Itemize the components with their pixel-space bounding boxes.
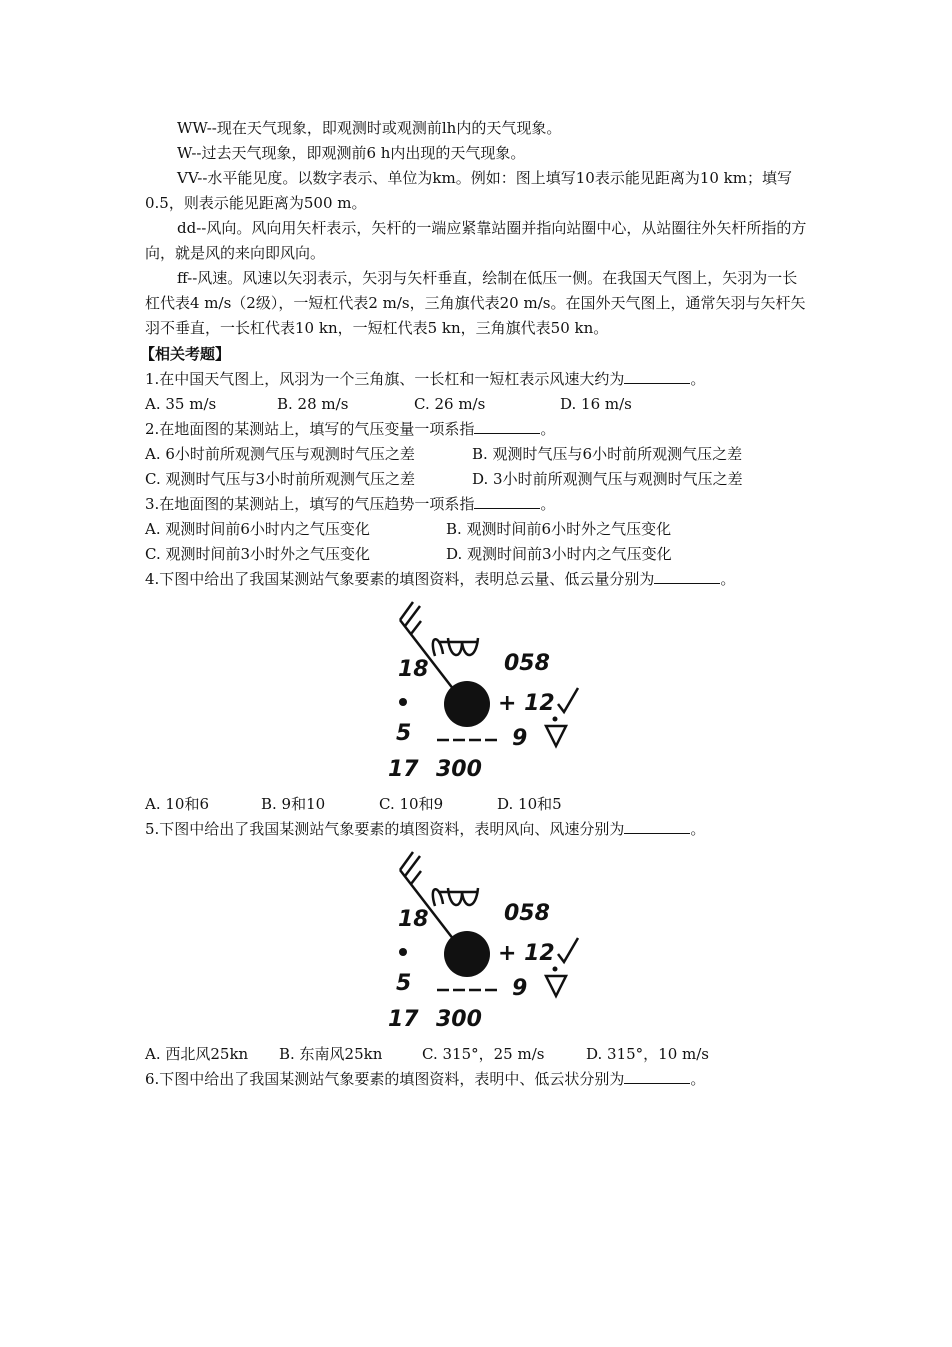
- option-d[interactable]: D. 3小时前所观测气压与观测时气压之差: [472, 470, 743, 488]
- shower-triangle-icon: [546, 726, 566, 746]
- question-5-stem: 5.下图中给出了我国某测站气象要素的填图资料，表明风向、风速分别为 。: [145, 820, 706, 838]
- wind-barb-short: [411, 871, 421, 884]
- low-cloud-amount-value: 9: [512, 726, 528, 751]
- option-b[interactable]: B. 观测时气压与6小时前所观测气压之差: [472, 445, 743, 463]
- option-c[interactable]: C. 观测时间前3小时外之气压变化: [145, 545, 371, 563]
- option-c[interactable]: C. 观测时气压与3小时前所观测气压之差: [145, 470, 416, 488]
- dew-point-value: 5: [396, 971, 412, 996]
- station-circle: [444, 931, 490, 977]
- pressure-tendency-icon: [558, 938, 578, 962]
- station-circle: [444, 681, 490, 727]
- question-4-options: [145, 792, 562, 817]
- temperature-value: 18: [398, 657, 429, 682]
- temperature-value: 18: [398, 907, 429, 932]
- dew-point-value: 5: [396, 721, 412, 746]
- answer-blank[interactable]: [624, 1069, 690, 1084]
- answer-blank[interactable]: [624, 819, 690, 834]
- section-heading: 【相关考题】: [140, 345, 231, 363]
- shower-dot-icon: [553, 967, 558, 972]
- definition-ff: ff--风速。风速以矢羽表示，矢羽与矢杆垂直，绘制在低压一侧。在我国天气图上，矢羽为一长杠代表4 m/s（2级），一短杠代表2 m/s，三角旗代表20 m/s。在国外天气图上，通常矢羽与矢杆矢羽不垂直，一长杠代表10 kn，一短杠代表5 kn，三角旗代表50 kn。: [145, 269, 806, 337]
- weather-symbol-icon: [433, 888, 478, 906]
- answer-blank[interactable]: [654, 569, 720, 584]
- dew-point-2-value: 17: [388, 1007, 419, 1032]
- weather-symbol-icon: [433, 638, 478, 656]
- question-1-stem: 1.在中国天气图上，风羽为一个三角旗、一长杠和一短杠表示风速大约为 。: [145, 370, 706, 388]
- station-plot-svg: [380, 598, 590, 788]
- pressure-value: 058: [504, 901, 550, 926]
- pressure-change-value: + 12: [498, 941, 555, 966]
- question-4-stem: 4.下图中给出了我国某测站气象要素的填图资料，表明总云量、低云量分别为 。: [145, 570, 736, 588]
- option-d[interactable]: D. 10和5: [497, 795, 562, 813]
- question-2-stem: 2.在地面图的某测站上，填写的气压变量一项系指 。: [145, 420, 556, 438]
- option-d[interactable]: D. 315°，10 m/s: [586, 1045, 709, 1063]
- option-c[interactable]: C. 10和9: [379, 795, 444, 813]
- answer-blank[interactable]: [474, 419, 540, 434]
- weather-dot-icon: [399, 948, 407, 956]
- option-d[interactable]: D. 16 m/s: [560, 395, 632, 413]
- option-a[interactable]: A. 西北风25kn: [145, 1045, 249, 1063]
- low-cloud-amount-value: 9: [512, 976, 528, 1001]
- definition-dd: dd--风向。风向用矢杆表示，矢杆的一端应紧靠站圈并指向站圈中心，从站圈往外矢杆所指的方向，就是风的来向即风向。: [145, 219, 807, 262]
- question-5-options: [145, 1042, 709, 1067]
- question-3-stem: 3.在地面图的某测站上，填写的气压趋势一项系指 。: [145, 495, 556, 513]
- option-b[interactable]: B. 东南风25kn: [279, 1045, 383, 1063]
- cloud-base-value: 300: [436, 1007, 482, 1032]
- weather-dot-icon: [399, 698, 407, 706]
- option-d[interactable]: D. 观测时间前3小时内之气压变化: [446, 545, 672, 563]
- option-a[interactable]: A. 10和6: [145, 795, 209, 813]
- option-b[interactable]: B. 9和10: [261, 795, 326, 813]
- station-plot-figure-1: [380, 598, 590, 788]
- station-plot-figure-2: [380, 848, 590, 1038]
- question-3-options-ab: [145, 517, 671, 542]
- pressure-value: 058: [504, 651, 550, 676]
- option-a[interactable]: A. 观测时间前6小时内之气压变化: [145, 520, 370, 538]
- dew-point-2-value: 17: [388, 757, 419, 782]
- question-1-options: [145, 392, 632, 417]
- question-2-options-ab: [145, 442, 742, 467]
- option-a[interactable]: A. 6小时前所观测气压与观测时气压之差: [145, 445, 415, 463]
- option-c[interactable]: C. 315°，25 m/s: [422, 1045, 545, 1063]
- question-3-options-cd: [145, 542, 672, 567]
- question-6-stem: 6.下图中给出了我国某测站气象要素的填图资料，表明中、低云状分别为 。: [145, 1070, 706, 1088]
- answer-blank[interactable]: [624, 369, 690, 384]
- station-plot-svg: [380, 848, 590, 1038]
- shower-triangle-icon: [546, 976, 566, 996]
- definition-ww: WW--现在天气现象，即观测时或观测前lh内的天气现象。: [177, 119, 562, 137]
- shower-dot-icon: [553, 717, 558, 722]
- option-b[interactable]: B. 28 m/s: [277, 395, 349, 413]
- question-2-options-cd: [145, 467, 743, 492]
- option-b[interactable]: B. 观测时间前6小时外之气压变化: [446, 520, 672, 538]
- definition-w: W--过去天气现象，即观测前6 h内出现的天气现象。: [177, 144, 526, 162]
- pressure-change-value: + 12: [498, 691, 555, 716]
- pressure-tendency-icon: [558, 688, 578, 712]
- wind-barb-short: [411, 621, 421, 634]
- cloud-base-value: 300: [436, 757, 482, 782]
- option-c[interactable]: C. 26 m/s: [414, 395, 486, 413]
- answer-blank[interactable]: [474, 494, 540, 509]
- option-a[interactable]: A. 35 m/s: [145, 395, 217, 413]
- definition-vv: VV--水平能见度。以数字表示、单位为km。例如：图上填写10表示能见距离为10 km；填写0.5，则表示能见距离为500 m。: [145, 169, 792, 212]
